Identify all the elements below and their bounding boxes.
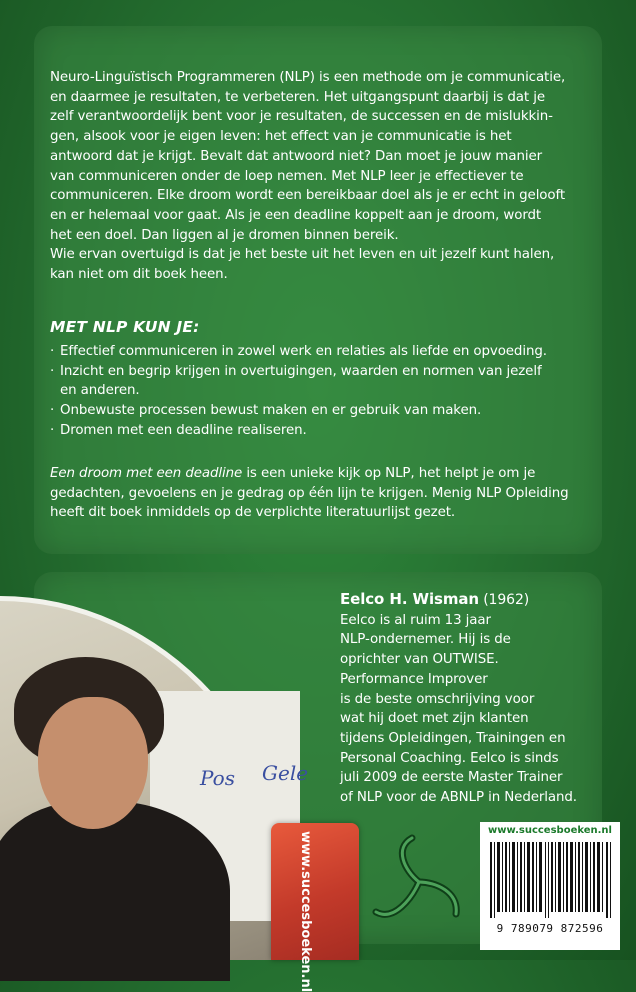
bio-line: tijdens Opleidingen, Trainingen en: [340, 730, 566, 746]
intro-line: Neuro-Linguïstisch Programmeren (NLP) is een methode om je communicatie,: [50, 70, 566, 85]
intro-text: [50, 68, 590, 285]
bio-line: Personal Coaching. Eelco is sinds: [340, 750, 559, 766]
bio-line: wat hij doet met zijn klanten: [340, 711, 529, 727]
intro-line: en daarmee je resultaten, te verbeteren. Het uitgangspunt daarbij is dat je: [50, 89, 545, 105]
intro-line: zelf verantwoordelijk bent voor je resultaten, de successen en de mislukkin-: [50, 109, 553, 125]
author-name: Eelco H. Wisman: [340, 590, 480, 608]
intro-line: Wie ervan overtuigd is dat je het beste uit het leven en uit jezelf kunt halen,: [50, 247, 555, 263]
author-bio: [340, 590, 610, 808]
whiteboard-writing: Pos: [200, 766, 235, 790]
author-year: (1962): [483, 592, 530, 608]
triskelion-emblem-icon: [364, 830, 474, 940]
author-body: [0, 801, 230, 981]
publisher-logo: [271, 823, 359, 992]
isbn-number: 9 789079 872596: [496, 922, 604, 935]
bio-line: juli 2009 de eerste Master Trainer: [340, 770, 563, 786]
barcode-bars: [490, 842, 612, 918]
bio-line: is de beste omschrijving voor: [340, 691, 535, 707]
list-item: · Onbewuste processen bewust maken en er gebruik van maken.: [50, 401, 590, 421]
list-item-continuation: en anderen.: [60, 383, 140, 399]
list-item: · Dromen met een deadline realiseren.: [50, 421, 590, 441]
closing-line: is een unieke kijk op NLP, het helpt je om je: [242, 466, 536, 481]
intro-line: antwoord dat je krijgt. Bevalt dat antwoord niet? Dan moet je jouw manier: [50, 148, 543, 164]
intro-line: en er helemaal voor gaat. Als je een deadline koppelt aan je droom, wordt: [50, 207, 542, 223]
book-title-italic: Een droom met een deadline: [50, 466, 243, 481]
bio-line: of NLP voor de ABNLP in Nederland.: [340, 790, 577, 806]
bio-line: Eelco is al ruim 13 jaar: [340, 612, 491, 628]
intro-line: het een doel. Dan liggen al je dromen binnen bereik.: [50, 227, 399, 243]
closing-line: heeft dit boek inmiddels op de verplichte literatuurlijst gezet.: [50, 505, 456, 521]
section-heading: MET NLP KUN JE:: [50, 318, 200, 336]
barcode-url: www.succesboeken.nl: [488, 825, 612, 836]
closing-text: [50, 464, 590, 523]
whiteboard-writing: Gele: [262, 761, 309, 785]
barcode: [480, 822, 620, 950]
intro-line: gen, alsook voor je eigen leven: het effect van je communicatie is het: [50, 129, 512, 145]
bio-line: Performance Improver: [340, 671, 488, 687]
closing-line: gedachten, gevoelens en je gedrag op één lijn te krijgen. Menig NLP Opleiding: [50, 485, 569, 501]
list-item: · Inzicht en begrip krijgen in overtuigingen, waarden en normen van jezelf: [50, 362, 590, 382]
intro-line: communiceren. Elke droom wordt een bereikbaar doel als je er echt in gelooft: [50, 188, 566, 204]
publisher-logo-text: www.succesboeken.nl: [298, 831, 313, 992]
list-item: · Effectief communiceren in zowel werk en relaties als liefde en opvoeding.: [50, 342, 590, 362]
benefits-list: [50, 342, 590, 441]
bio-line: NLP-ondernemer. Hij is de: [340, 632, 511, 648]
intro-line: kan niet om dit boek heen.: [50, 267, 228, 283]
bio-line: oprichter van OUTWISE.: [340, 652, 499, 668]
author-face: [38, 697, 148, 829]
intro-line: van communiceren onder de loep nemen. Met NLP leer je effectiever te: [50, 168, 524, 184]
